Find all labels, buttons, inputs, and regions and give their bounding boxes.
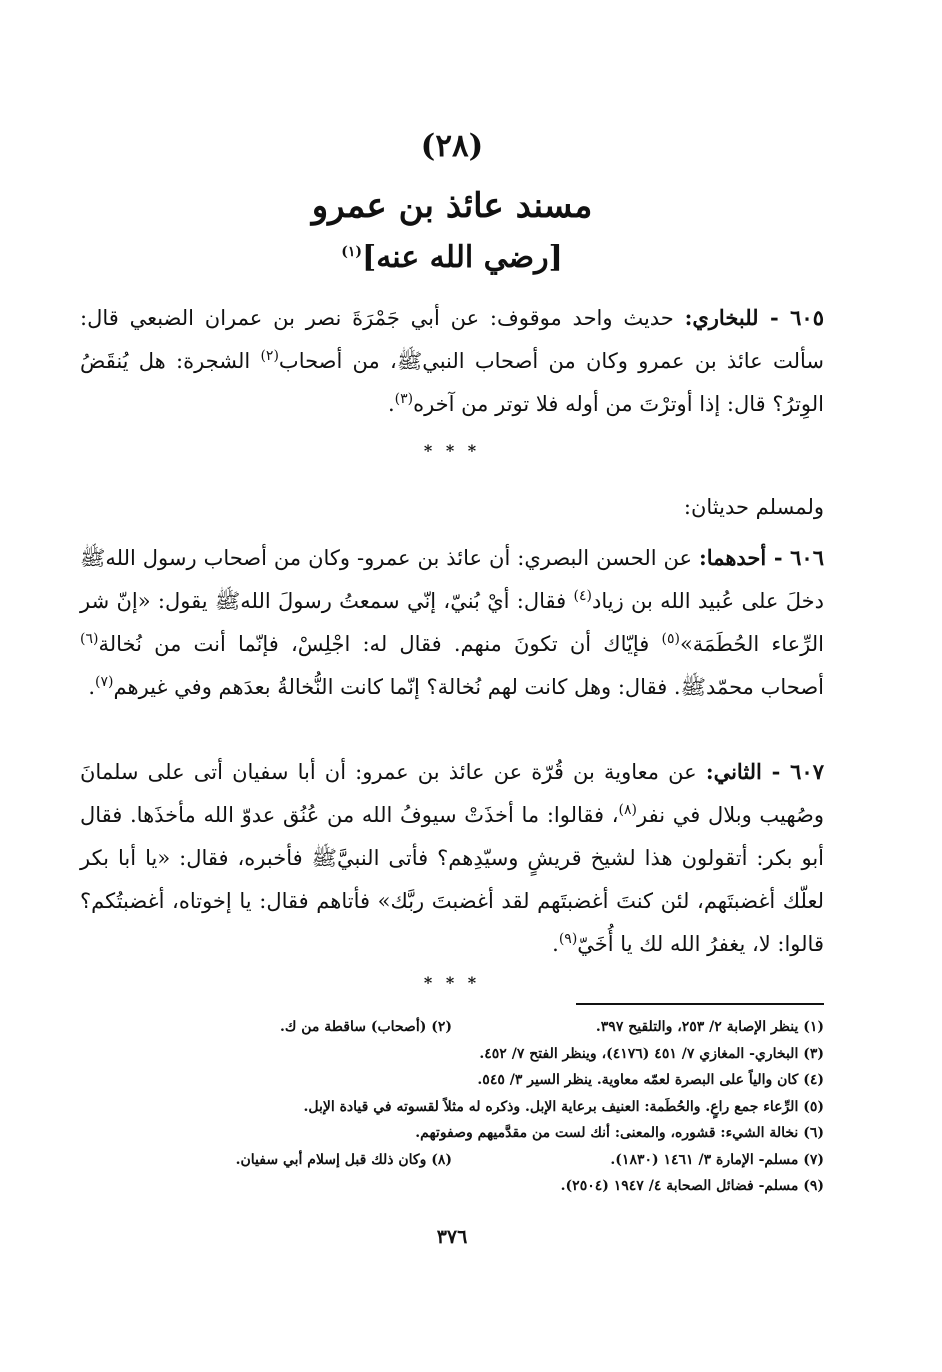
footnote-marker-2: (٢) <box>260 348 279 364</box>
subtitle-text: [رضي الله عنه] <box>362 240 563 275</box>
section-separator: * * * <box>423 973 481 992</box>
footnote-marker-4: (٤) <box>573 588 592 604</box>
chapter-number: (٢٨) <box>420 128 484 164</box>
footnote-1: (١) ينظر الإصابة ٢/ ٢٥٣، والتلقيح ٣٩٧. <box>595 1019 824 1035</box>
footnote-row <box>80 1067 824 1094</box>
footnote-marker-3: (٣) <box>394 391 414 407</box>
hadith-number: ٦٠٥ - <box>758 305 824 330</box>
hadith-606 <box>80 536 824 709</box>
footnote-row <box>80 1041 824 1068</box>
footnote-marker-6: (٦) <box>80 631 99 647</box>
musnad-title: مسند عائذ بن عمرو <box>311 186 593 226</box>
footnote-marker-8: (٨) <box>618 802 637 818</box>
footnote-row <box>80 1147 824 1174</box>
hadith-source: الثاني: <box>705 759 762 784</box>
hadith-source: أحدهما: <box>699 545 767 570</box>
footnote-row <box>80 1120 824 1147</box>
footnote-marker-9: (٩) <box>558 931 578 947</box>
hadith-number: ٦٠٦ - <box>766 545 824 570</box>
hadith-605 <box>80 296 824 426</box>
footnote-marker-1: (١) <box>341 244 362 260</box>
hadith-text: . <box>387 392 395 416</box>
footnote-marker-5: (٥) <box>661 631 680 647</box>
hadith-text: . <box>552 932 559 956</box>
hadith-text: . <box>88 675 96 699</box>
hadith-text: ، فقالوا: ما أخذَتْ سيوفُ الله من عُنُق عدوّ الله مأخذَها. فقال أبو بكر: أتقولون هذا لشيخ قريشٍ وسيّدِهم؟ فأتى النبيَّﷺ فأخبره، فقال: «يا أبا بكر لعلّك أغضبتَهم، لئن كنتَ أغضبتَهم لقد أغضبتَ ربَّك» فأتاهم فقال: يا إخوتاه، أغضبتُكم؟ قالوا: لا، يغفرُ الله لك يا أُخَيّ <box>80 803 824 956</box>
hadith-text: فقال: أيْ بُنيّ، إنّي سمعتُ رسولَ اللهﷺ يقول: «إنّ شر الرِّعاء الحُطَمَة» <box>80 589 824 656</box>
footnote-marker-7: (٧) <box>95 674 114 690</box>
footnote-9: (٩) مسلم- فضائل الصحابة ٤/ ١٩٤٧ (٢٥٠٤). <box>560 1178 824 1194</box>
hadith-text: عن معاوية بن قُرّة عن عائذ بن عمرو: أن أبا سفيان أتى على سلمانَ وصُهيب وبلال في نفر <box>80 760 824 827</box>
footnote-8: (٨) وكان ذلك قبل إسلام أبي سفيان. <box>235 1151 452 1168</box>
book-page <box>80 0 824 1372</box>
muslim-intro: ولمسلم حديثان: <box>683 495 824 519</box>
footnote-divider <box>576 1003 824 1005</box>
hadith-source: للبخاري: <box>684 305 759 330</box>
footnote-row <box>80 1014 824 1041</box>
footnote-5: (٥) الرِّعاء جمع راعٍ. والحُطَمة: العنيف برعاية الإبل. وذكره له مثلاً لقسوته في قيادة الإبل. <box>303 1098 824 1115</box>
footnote-2: (٢) (أصحاب) ساقطة من ك. <box>279 1019 452 1035</box>
footnote-3: (٣) البخاري- المغازي ٧/ ٤٥١ (٤١٧٦)، وينظر الفتح ٧/ ٤٥٢. <box>479 1045 824 1062</box>
footnote-7: (٧) مسلم- الإمارة ٣/ ١٤٦١ (١٨٣٠). <box>610 1151 824 1168</box>
footnote-row <box>80 1173 824 1200</box>
hadith-text: الشجرة: هل يُنقَضُ الوِترُ؟ قال: إذا أوترْتَ من أوله فلا توتر من آخره <box>80 349 824 416</box>
footnote-4: (٤) كان والياً على البصرة لعمّه معاوية. ينظر السير ٣/ ٥٤٥. <box>477 1072 824 1088</box>
footnotes <box>80 1014 824 1200</box>
page-number: ٣٧٦ <box>436 1226 468 1248</box>
footnote-6: (٦) نخالة الشيء: قشوره، والمعنى: أنك لست من مقدَّميهم وصفوتهم. <box>415 1125 824 1141</box>
hadith-text: أصحاب محمّدﷺ. فقال: وهل كانت لهم نُخالة؟ إنّما كانت النُّخالةُ بعدَهم وفي غيرهم <box>113 675 824 699</box>
hadith-text: فإيّاك أن تكونَ منهم. فقال له: اجْلِسْ، فإنّما أنت من نُخالة <box>98 632 662 656</box>
hadith-607 <box>80 750 824 966</box>
hadith-text: حديث واحد موقوف: عن أبي جَمْرَةَ نصر بن عمران الضبعي قال: سألت عائذ بن عمرو وكان من أصحاب النبيﷺ، من أصحاب <box>80 306 824 373</box>
section-separator: * * * <box>423 441 481 460</box>
musnad-subtitle <box>80 240 824 275</box>
footnote-row <box>80 1094 824 1121</box>
hadith-text: عن الحسن البصري: أن عائذ بن عمرو- وكان من أصحاب رسول اللهﷺ دخلَ على عُبيد الله بن زياد <box>80 546 824 613</box>
hadith-number: ٦٠٧ - <box>761 759 824 784</box>
